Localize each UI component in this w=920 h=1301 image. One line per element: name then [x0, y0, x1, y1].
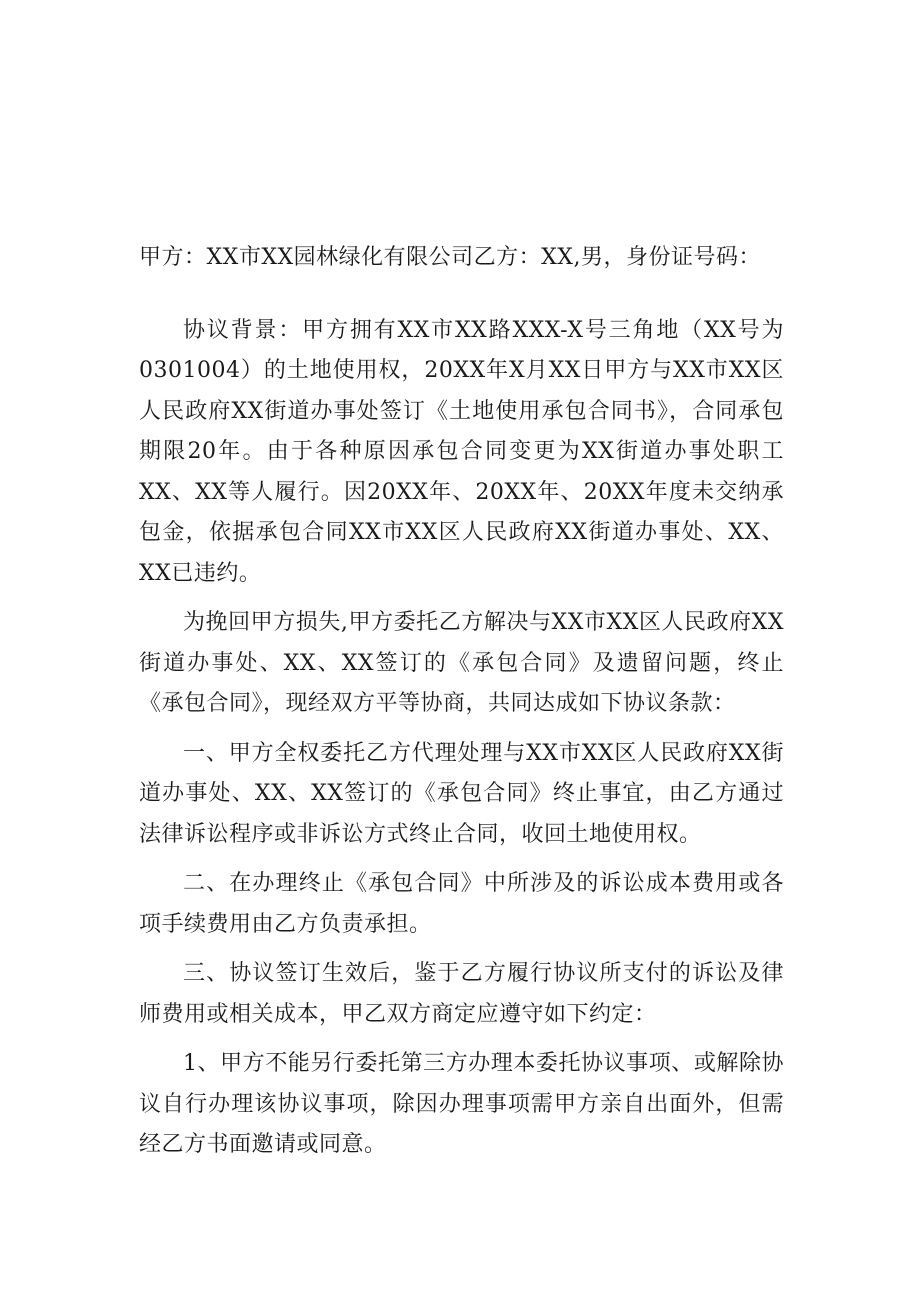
paragraph-background: 协议背景：甲方拥有XX市XX路XXX-X号三角地（XX号为0301004）的土地使用权，20XX年X月XX日甲方与XX市XX区人民政府XX街道办事处签订《土地使用承包合同书》，合同承包期限20年。由于各种原因承包合同变更为XX街道办事处职工XX、XX等人履行。因20XX年、20XX年、20XX年度未交纳承包金，依据承包合同XX市XX区人民政府XX街道办事处、XX、XX已违约。 — [139, 317, 784, 586]
paragraph-purpose: 为挽回甲方损失,甲方委托乙方解决与XX市XX区人民政府XX街道办事处、XX、XX签订的《承包合同》及遗留问题，终止《承包合同》，现经双方平等协商，共同达成如下协议条款： — [139, 610, 784, 716]
paragraph-clause-3: 三、协议签订生效后，鉴于乙方履行协议所支付的诉讼及律师费用或相关成本，甲乙双方商定应遵守如下约定： — [139, 961, 784, 1027]
document-body — [139, 238, 784, 1175]
paragraph-subclause-1: 1、甲方不能另行委托第三方办理本委托协议事项、或解除协议自行办理该协议事项，除因办理事项需甲方亲自出面外，但需经乙方书面邀请或同意。 — [139, 1051, 784, 1157]
parties-line: 甲方：XX市XX园林绿化有限公司乙方：XX,男，身份证号码： — [139, 245, 761, 270]
paragraph-clause-2: 二、在办理终止《承包合同》中所涉及的诉讼成本费用或各项手续费用由乙方负责承担。 — [139, 871, 784, 937]
paragraph-clause-1: 一、甲方全权委托乙方代理处理与XX市XX区人民政府XX街道办事处、XX、XX签订的《承包合同》终止事宜，由乙方通过法律诉讼程序或非诉讼方式终止合同，收回土地使用权。 — [139, 740, 784, 847]
